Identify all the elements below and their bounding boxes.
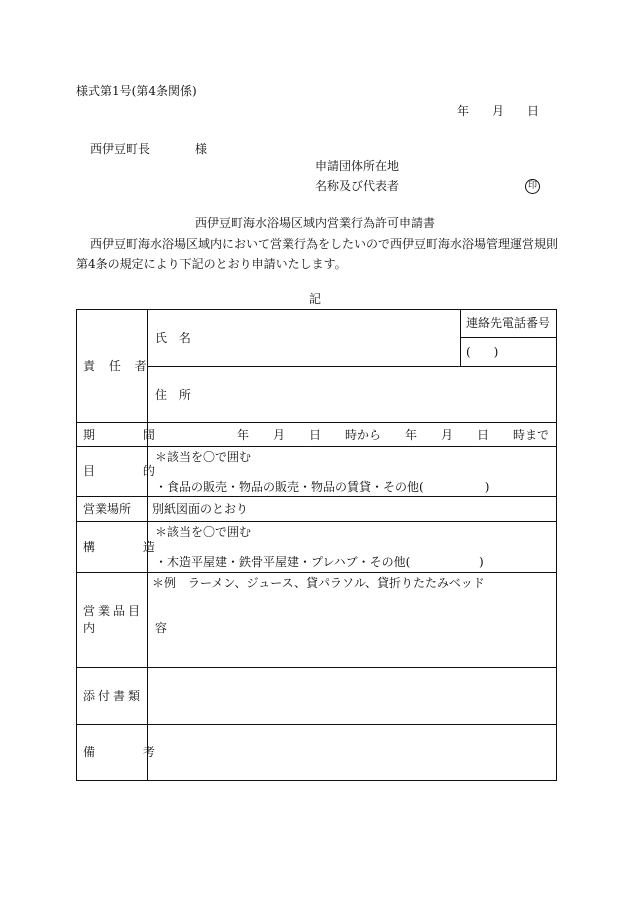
purpose-options: ・食品の販売・物品の販売・物品の賃貸・その他( ): [155, 480, 490, 494]
addressee: 西伊豆町長: [90, 142, 151, 156]
honorific: 様: [195, 142, 208, 156]
intro-line-1: 西伊豆町海水浴場区域内において営業行為をしたいので西伊豆町海水浴場管理運営規則: [90, 237, 559, 251]
business-items-example: ＊例 ラーメン、ジュース、貸パラソル、貸折りたたみベッド: [152, 576, 485, 590]
contact-phone-label: 連絡先電話番号: [466, 316, 551, 330]
business-location-label: 営業場所: [83, 502, 132, 516]
name-label: 氏 名: [155, 331, 195, 345]
attachments-label: 添付書類: [83, 689, 144, 703]
contact-phone-field: ( ): [466, 345, 499, 359]
structure-note: ＊該当を〇で囲む: [155, 525, 252, 539]
document-title: 西伊豆町海水浴場区域内営業行為許可申請書: [195, 216, 436, 230]
applicant-address-label: 申請団体所在地: [315, 159, 400, 173]
intro-line-2: 第4条の規定により下記のとおり申請いたします。: [76, 257, 347, 271]
business-items-label-line1: 営業品目: [83, 604, 144, 618]
period-value: 年 月 日 時から 年 月 日 時まで: [237, 428, 550, 442]
date-day-label: 日: [527, 104, 540, 118]
date-month-label: 月: [492, 104, 505, 118]
purpose-note: ＊該当を〇で囲む: [155, 450, 252, 464]
remarks-label: 備 考: [83, 745, 177, 759]
seal-mark-icon: 印: [525, 179, 540, 194]
business-location-value: 別紙図面のとおり: [152, 502, 249, 516]
address-label: 住 所: [155, 388, 195, 402]
business-items-label-line2: 内 容: [83, 621, 195, 635]
purpose-label: 目 的: [83, 464, 177, 478]
structure-label: 構 造: [83, 540, 177, 554]
date-year-label: 年: [457, 104, 470, 118]
ki-notation: 記: [309, 292, 322, 306]
applicant-name-label: 名称及び代表者: [315, 179, 400, 193]
period-label: 期 間: [83, 428, 177, 442]
structure-options: ・木造平屋建・鉄骨平屋建・プレハブ・その他( ): [155, 555, 484, 569]
responsible-person-label: 責 任 者: [83, 359, 152, 373]
form-number: 様式第1号(第4条関係): [76, 84, 197, 98]
